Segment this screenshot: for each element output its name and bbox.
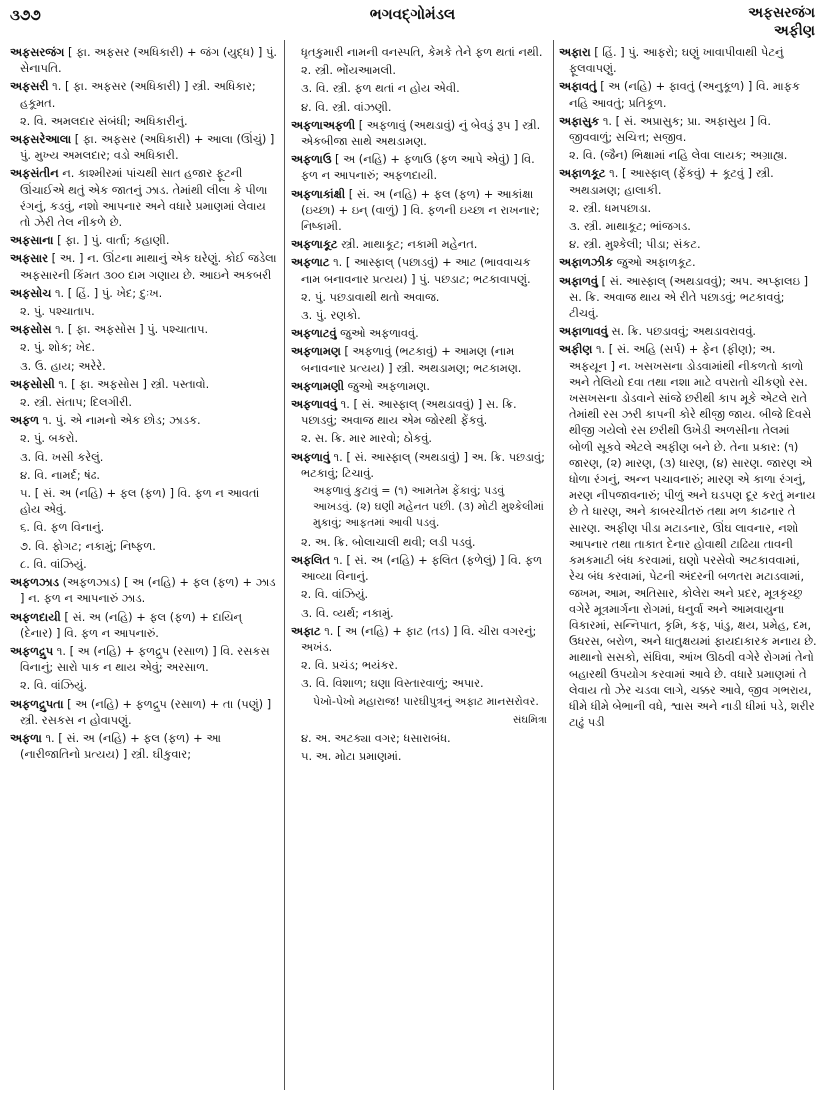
definition-text: ૧. [ સં. અહિ (સર્પ) + ફેન (ફીણ); અ. અફયૂન ] ન. ખસખસના ડોડવામાંથી નીકળતો કાળો અને તેલિયો દવા તથા નશા માટે વપરાતો ચીકણો રસ. ખસખસના ડોડવાને સાંજે છરીથી કાપ મૂકે એટલે રાતે તેમાંથી રસ ઝરી કાપની કોરે થીજી જાય. બીજે દિવસે થીજી ગયેલો રસ છરીથી ઉખેડી અળસીના તેલમાં બોળી સૂકવે એટલે અફીણ બને છે. તેના પ્રકાર: (૧) જારણ, (૨) મારણ, (૩) ધારણ, (૪) સારણ. જારણ એ ધોળા રંગનું, અન્ન પચાવનારું; મારણ એ કાળા રંગનું, મરણ નીપજાવનારું; પીળું અને ઘડપણ દૂર કરતું મનાય છે તે ધારણ, અને કાબરચીતરું તથા મળ કાઢનાર તે સારણ. અફીણ પીડા મટાડનાર, ઊંઘ લાવનાર, નશો આપનાર તથા તાકાત દેનાર હોવાથી ટાઢિયા તાવની કમકમાટી બંધ કરવામાં, ઘણો પરસેવો અટકાવવામાં, રેચ બંધ કરવામાં, પેટની અંદરની બળતરા મટાડવામાં, જખમ, આમ, અતિસાર, કોલેરા અને પ્રદર, મૂત્રકૃચ્છ્ર વગેરે મૂત્રમાર્ગના રોગમાં, ધનુર્વા અને આમવાયુના વિકારમાં, સન્નિપાત, કૃમિ, કફ, પાંડુ, ક્ષય, પ્રમેહ, દમ, ઉધરસ, બરોળ, અને ધાતુક્ષયમાં ફાયદાકારક મનાય છે. માથાનો સસકો, સંધિવા, આંખ ઊઠવી વગેરે રોગમાં તેનો બહારથી ઉપયોગ કરવામાં આવે છે. વધારે પ્રમાણમાં તે લેવાય તો ઝેર ચડવા લાગે, ચક્કર આવે, જીવ ગભરાય, ધીમે ધીમે બેભાની વધે, શ્વાસ અને નાડી ધીમાં પડે, શરીર ટાઢું પડી — [569, 342, 817, 730]
definition-text: [ અ. ] ન. ઊંટના માથાનું એક ઘરેણું. કોઈ જડેલા અફસારની કિંમત ૩૦૦ દામ ગણાય છે. આઇને અકબરી — [20, 251, 277, 282]
definition-text: [ ફા. અફસર (અધિકારી) + જંગ (યુદ્ધ) ] પું. સેનાપતિ. — [20, 45, 278, 76]
dictionary-entry — [291, 151, 547, 183]
quote-attribution: સંઘમિત્રા — [512, 713, 547, 726]
definition-text: (અફળઝાડ) [ અ (નહિ) + ફલ (ફળ) + ઝાડ ] ન. ફળ ન આપનારું ઝાડ. — [20, 575, 276, 606]
headword: અફસાર — [10, 251, 49, 266]
sense-line: ૩. પું. રણકો. — [301, 308, 361, 323]
sense-line: ૨. પું. શોક; ખેદ. — [20, 340, 96, 355]
sense-line: ૪. અ. અટક્યા વગર; ધસારાબંધ. — [301, 730, 451, 745]
definition-text: ૧. [ ફા. અફસોસ ] સ્ત્રી. પસ્તાવો. — [54, 376, 210, 391]
headword: અફળાઅફળી — [291, 117, 356, 132]
dictionary-entry — [10, 321, 278, 337]
sense-line: ૩. વિ. ખસી કરેલું. — [20, 449, 104, 464]
guide-word-last: અફીણ — [774, 23, 815, 39]
column-divider — [553, 40, 554, 1090]
headword: અફળદ્રુપતા — [10, 696, 64, 711]
sense-line: ધૃતકુમારી નામની વનસ્પતિ, કેમકે તેને ફળ થતાં નથી. — [301, 45, 543, 59]
definition-text: [ ફા. અફસર (અધિકારી) + આલા (ઊંચું) ] પું. મુખ્ય અમલદાર; વડો અધિકારી. — [20, 132, 275, 163]
definition-text: ૧. [ અ (નહિ) + ફળદ્રુપ (રસાળ) ] વિ. રસકસ વિનાનું; સારો પાક ન થાય એવું; અરસાળ. — [20, 643, 270, 675]
dictionary-entry — [291, 236, 547, 252]
dictionary-entry — [10, 376, 278, 392]
dictionary-entry — [10, 574, 278, 606]
dictionary-entry — [10, 609, 278, 641]
definition-text: સ. ક્રિ. પછડાવવું; અથડાવરાવવું. — [607, 324, 757, 339]
column-1 — [10, 44, 278, 1089]
headword: અફાટ — [291, 623, 321, 638]
headword: અફળાકૂટ — [291, 237, 338, 252]
sense-line: ૪. સ્ત્રી. મુશ્કેલી; પીડા; સંકટ. — [569, 237, 701, 252]
sense-line: ૨. વિ. (જૈન) ભિક્ષામાં નહિ લેવા લાયક; અગ્રાહ્ય. — [569, 148, 788, 163]
definition-text: [ અ (નહિ) + ફળાઉ (ફળ આપે એવું) ] વિ. ફળ ન આપનારું; અફળદાયી. — [301, 152, 535, 183]
headword: અફળાવું — [291, 449, 330, 464]
headword: અફળાવવું — [291, 397, 338, 412]
headword: અફસરી — [10, 79, 49, 94]
definition-text: [ અફળાવું (ભટકાવું) + આમણ (નામ બનાવનાર પ્રત્યય) ] સ્ત્રી. અથડામણ; ભટકામણ. — [301, 344, 522, 375]
definition-text: જુઓ અફળાવવું. — [336, 326, 419, 341]
headword: અફલિત — [291, 552, 330, 567]
definition-text: ૧. [ અ (નહિ) + ફાટ (તડ) ] વિ. ચીરા વગરનું; અખંડ. — [301, 623, 537, 654]
headword: અફળા — [10, 730, 42, 745]
headword: અફીણ — [559, 342, 593, 357]
definition-text: સ્ત્રી. માથાકૂટ; નકામી મહેનત. — [337, 237, 478, 252]
headword: અફસોચ — [10, 285, 52, 300]
definition-text: ૧. [ સં. અ (નહિ) + ફલ (ફળ) + આ (નારીજાતિનો પ્રત્યય) ] સ્ત્રી. ઘીકુવાર; — [20, 730, 221, 762]
dictionary-entry — [10, 730, 278, 762]
dictionary-entry — [559, 341, 817, 730]
sense-line: ૬. વિ. ફળ વિનાનું. — [20, 520, 105, 535]
page-number: ૩૭૭ — [10, 6, 41, 24]
definition-text: ન. કાશ્મીરમાં પાંચથી સાત હજાર ફૂટની ઊંચાઈએ થતું એક જાતનું ઝાડ. તેમાંથી લીલા કે પીળા રંગનું, કડવું, નશો આપનાર અને વધારે પ્રમાણમાં લેવાય તો ઝેરી તેલ નીકળે છે. — [20, 166, 268, 230]
headword: અફાવતું — [559, 79, 597, 94]
sense-line: ૨. વિ. વાંઝિયું. — [301, 587, 369, 602]
definition-text: ૧. [ સં. આસ્ફાલ્‌ (અથડાવું) ] અ. ક્રિ. પછડાવું; ભટકાવું; ટિચાવું. — [301, 449, 545, 480]
headword: અફળાટવું — [291, 326, 337, 341]
definition-text: ૧. [ સં. અપ્રાસુક; પ્રા. અફાસુય ] વિ. જીવવાળું; સચિત્ત; સજીવ. — [569, 113, 772, 145]
headword: અફસોસ — [10, 322, 52, 337]
headword: અફળાઉ — [291, 152, 332, 167]
sense-line: ૨. સ્ત્રી. સંતાપ; દિલગીરી. — [20, 395, 132, 410]
sense-line: ૩. વિ. વ્યર્થ; નકામું. — [301, 605, 394, 620]
dictionary-entry — [10, 696, 278, 728]
dictionary-entry — [559, 78, 817, 110]
usage-quote: અફળાવું કુટાવું = (૧) આમતેમ ફેંકાવું; પડવું આખડવું. (૨) ઘણી મહેનત પછી. (૩) મોટી મુશ્કેલીમાં મુકાવું; આફતમાં આવી પડવું. — [313, 484, 545, 530]
sense-line: ૨. પું. બકરો. — [20, 431, 79, 446]
dictionary-entry — [10, 232, 278, 248]
usage-quote: પેખો-પેખો મહારાજ! પારઘીપુત્રનું અફાટ માનસરોવર. — [313, 694, 539, 708]
dictionary-entry — [559, 323, 817, 339]
headword: અફળાટ — [291, 255, 330, 270]
headword: અફસાના — [10, 233, 54, 248]
headword: અફારા — [559, 45, 591, 59]
sense-line: ૪. વિ. સ્ત્રી. વાંઝણી. — [301, 99, 392, 114]
dictionary-entry — [291, 396, 547, 428]
dictionary-entry — [291, 117, 547, 149]
sense-line: ૨. પું. પશ્ચાતાપ. — [20, 304, 95, 319]
headword: અફાસુક — [559, 113, 600, 128]
sense-line: ૩. ઉ. હાય; અરેરે. — [20, 358, 106, 373]
page-header — [0, 0, 825, 44]
definition-text: [ અ (નહિ) + ફાવતું (અનુકૂળ) ] વિ. માફક નહિ આવતું; પ્રતિકૂળ. — [569, 79, 800, 110]
dictionary-entry — [10, 131, 278, 163]
dictionary-entry — [291, 325, 547, 341]
dictionary-entry — [10, 250, 278, 282]
dictionary-entry — [10, 78, 278, 110]
sense-line: ૭. વિ. ફોગટ; નકામું; નિષ્ફળ. — [20, 538, 156, 553]
headword: અફસરજંગ — [10, 45, 65, 59]
sense-line: ૪. વિ. નામર્દ; ષંઢ. — [20, 467, 101, 482]
dictionary-entry — [291, 254, 547, 286]
definition-text: [ અફળાવું (અથડાવું) નું બેવડું રૂપ ] સ્ત્રી. એકબીજા સાથે અથડામણ. — [301, 117, 541, 149]
dictionary-entry — [10, 285, 278, 301]
headword: અફસરેઆલા — [10, 132, 72, 147]
sense-line: ૨. પું. પછડાવાથી થતો અવાજ. — [301, 289, 440, 304]
headword: અફળામણ — [291, 344, 341, 359]
dictionary-entry — [559, 254, 817, 270]
definition-text: [ સં. અ (નહિ) + ફલ (ફળ) + દાયિન્‌ (દેનાર) ] વિ. ફળ ન આપનારું. — [20, 609, 243, 640]
headword: અફાળવું — [559, 273, 598, 288]
column-divider — [284, 40, 285, 1090]
sense-line: ૨. સ્ત્રી. ભોંયઆમલી. — [301, 63, 396, 78]
guide-word-first: અફસરજંગ — [748, 5, 815, 21]
sense-line: ૩. વિ. સ્ત્રી. ફળ થતાં ન હોય એવી. — [301, 81, 460, 96]
sense-line: ૨. વિ. અમલદાર સંબંધી; અધિકારીનું. — [20, 113, 188, 128]
definition-text: ૧. [ ફા. અફસોસ ] પું. પશ્ચાતાપ. — [51, 322, 209, 337]
dictionary-entry — [559, 273, 817, 322]
dictionary-entry — [559, 165, 817, 197]
headword: અફસંતીન — [10, 166, 59, 181]
definition-text: જુઓ અફળામણ. — [344, 378, 430, 393]
dictionary-entry — [291, 378, 547, 394]
headword: અફળદાયી — [10, 609, 61, 624]
definition-text: ૧. [ સં. આસ્ફાલ્‌ (અથડાવવું) ] સ. ક્રિ. પછાડવું; અવાજ થાય એમ જોરથી ફેંકવું. — [301, 397, 517, 428]
headword: અફળઝાડ — [10, 575, 59, 590]
dictionary-entry — [10, 643, 278, 675]
headword: અફાળાવવું — [559, 324, 608, 339]
definition-text: ૧. [ હિં. ] પું. ખેદ; દુઃખ. — [51, 285, 163, 300]
headword: અફસોસી — [10, 376, 55, 391]
definition-text: ૧. [ સં. અ (નહિ) + ફલિત (ફળેલું) ] વિ. ફળ આવ્યા વિનાનું. — [301, 552, 542, 584]
sense-line: ૨. અ. ક્રિ. બોલાચાલી થવી; લડી પડવું. — [301, 534, 476, 549]
definition-text: [ ફા. ] પું. વાર્તા; કહાણી. — [53, 233, 170, 248]
dictionary-entry — [10, 165, 278, 230]
column-3 — [559, 44, 817, 1089]
definition-text: ૧. પું. એ નામનો એક છોડ; ઝાડક. — [39, 413, 201, 428]
headword: અફળ — [10, 413, 40, 428]
definition-text: [ સં. આસ્ફાલ્‌ (અથડાવવું); અપ. અપ્ફાલઇ ] સ. ક્રિ. અવાજ થાય એ રીતે પછાડવું; ભટકાવવું; ટીચવું. — [569, 273, 809, 321]
sense-line: ૫. [ સં. અ (નહિ) + ફલ (ફળ) ] વિ. ફળ ન આવતાં હોય એવું. — [20, 486, 260, 517]
definition-text: [ હિં. ] પું. આફરો; ઘણું ખાવાપીવાથી પેટનું ફૂલવાપણું. — [569, 45, 784, 76]
headword: અફળામણી — [291, 378, 345, 393]
definition-text: ૧. [ આસ્ફાલ્‌ (ફેંકવું) + કૂટવું ] સ્ત્રી. અથડામણ; હાલાકી. — [569, 166, 774, 197]
definition-text: ૧. [ ફા. અફસર (અધિકારી) ] સ્ત્રી. અધિકાર; હકૂમત. — [20, 79, 256, 110]
dictionary-entry — [291, 186, 547, 235]
sense-line: ૨. વિ. પ્રચંડ; ભયંકર. — [301, 658, 399, 673]
dictionary-entry — [559, 113, 817, 145]
dictionary-entry — [291, 552, 547, 584]
column-2 — [291, 44, 547, 1089]
sense-line: ૨. વિ. વાંઝિયું. — [20, 678, 88, 693]
dictionary-entry — [559, 44, 817, 76]
headword: અફાળકૂટ — [559, 166, 606, 181]
definition-text: ૧. [ આસ્ફાલ્‌ (પછાડવું) + આટ (ભાવવાચક નામ બનાવનાર પ્રત્યય) ] પું. પછડાટ; ભટકાવાપણું. — [301, 255, 531, 286]
headword: અફળદ્રુપ — [10, 643, 54, 658]
sense-line: ૨. સ્ત્રી. ધમપછાડા. — [569, 200, 652, 215]
dictionary-entry — [10, 44, 278, 76]
sense-line: ૩. સ્ત્રી. માથાકૂટ; ભાંજગડ. — [569, 219, 691, 234]
headword: અફળાકાંક્ષી — [291, 186, 346, 201]
dictionary-entry — [10, 412, 278, 428]
sense-line: ૨. સ. ક્રિ. માર મારવો; ઠોકવું. — [301, 431, 432, 446]
definition-text: [ સં. અ (નહિ) + ફલ (ફળ) + આકાંક્ષા (ઇચ્છા) + ઇન્‌ (વાળું) ] વિ. ફળની ઇચ્છા ન રાખનાર; નિષ્કામી. — [301, 186, 540, 234]
sense-line: ૫. અ. મોટા પ્રમાણમાં. — [301, 749, 402, 764]
headword: અફાળઝીક — [559, 255, 613, 270]
definition-text: જુઓ અફાળકૂટ. — [613, 255, 696, 270]
dictionary-entry — [291, 449, 547, 481]
sense-line: ૩. વિ. વિશાળ; ઘણા વિસ્તારવાળું; અપાર. — [301, 676, 484, 691]
definition-text: [ અ (નહિ) + ફળદ્રુપ (રસાળ) + તા (પણું) ] સ્ત્રી. રસકસ ન હોવાપણું. — [20, 696, 272, 727]
guide-words — [748, 4, 815, 40]
dictionary-entry — [291, 623, 547, 655]
running-title: ભગવદ્‌ગોમંડલ — [369, 5, 456, 23]
sense-line: ૮. વિ. વાંઝિયું. — [20, 556, 87, 571]
dictionary-entry — [291, 343, 547, 375]
